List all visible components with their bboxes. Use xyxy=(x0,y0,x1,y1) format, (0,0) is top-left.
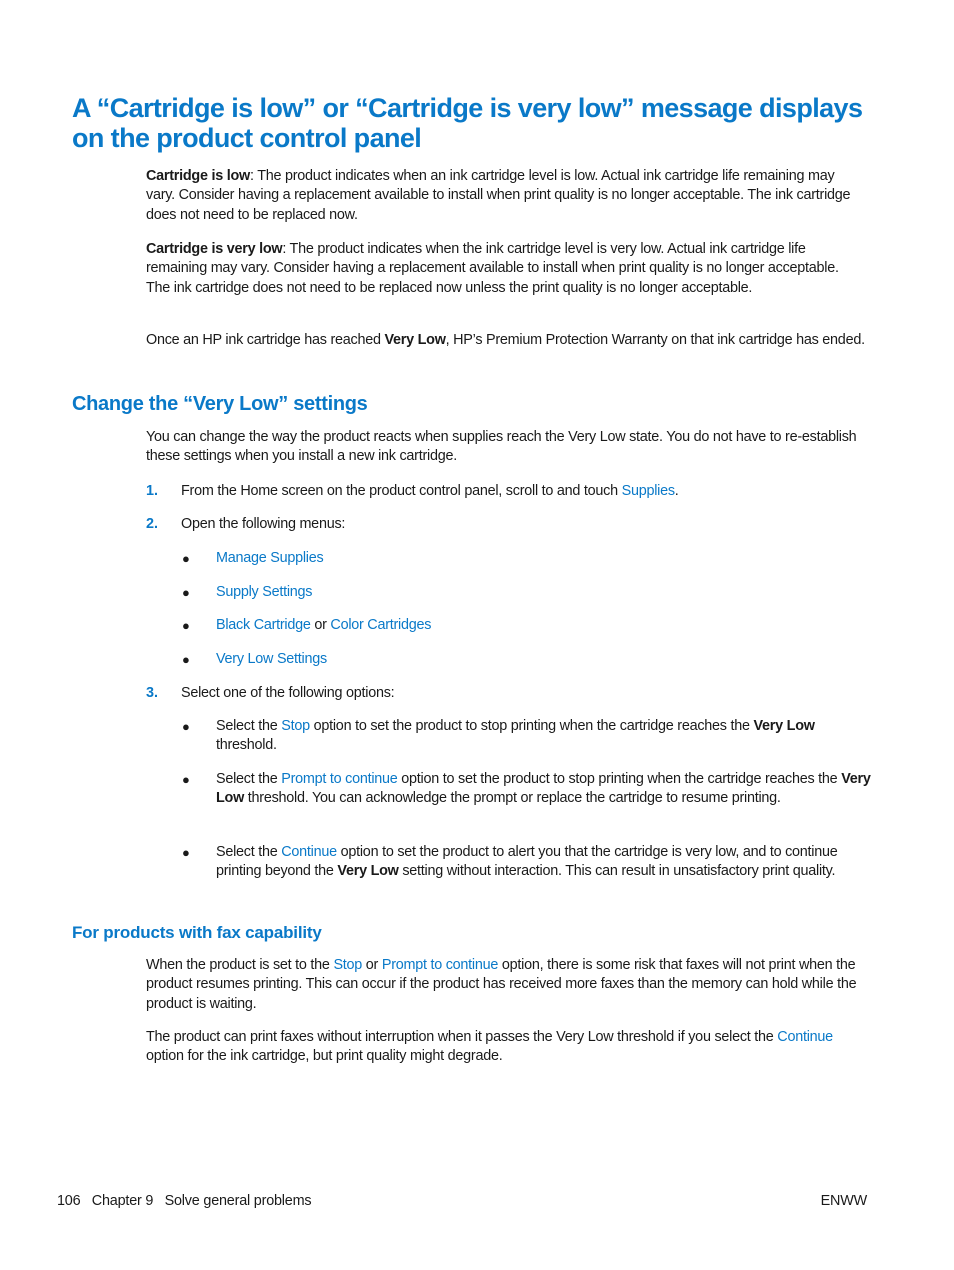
option-prompt-post: threshold. You can acknowledge the prompt or replace the cartridge to resume printing. xyxy=(244,790,781,807)
cartridge-very-low-text: : The product indicates when the ink cartridge level is very low. Actual ink cartridge life remaining may vary. Consider having a replacement available to install when print quality is no longer acceptable. The ink cartridge does not need to be replaced now unless the print quality is no longer acceptable. xyxy=(146,241,839,296)
step-1-pre: From the Home screen on the product control panel, scroll to and touch xyxy=(181,483,622,499)
menu-item-supply-settings xyxy=(216,583,872,602)
option-prompt-to-continue xyxy=(216,770,872,809)
option-prompt-mid: option to set the product to stop printing when the cartridge reaches the xyxy=(397,771,842,787)
warranty-text-post: , HP’s Premium Protection Warranty on that ink cartridge has ended. xyxy=(445,332,865,348)
fax-p1-or: or xyxy=(362,957,382,973)
bullet-icon: ● xyxy=(182,618,190,633)
option-stop xyxy=(216,717,872,756)
step-1-number: 1. xyxy=(146,483,159,499)
option-continue xyxy=(216,843,872,882)
bullet-icon: ● xyxy=(182,845,190,860)
supply-settings-link[interactable]: Supply Settings xyxy=(216,584,313,600)
option-continue-post: setting without interaction. This can result in unsatisfactory print quality. xyxy=(398,863,836,880)
bullet-icon: ● xyxy=(182,551,190,566)
or-text: or xyxy=(310,617,331,633)
fax-p2-pre: The product can print faxes without interruption when it passes the Very Low threshold if you select the xyxy=(146,1029,778,1045)
option-prompt-bold: Very Low xyxy=(216,771,871,807)
warranty-paragraph xyxy=(146,331,866,350)
footer-enww: ENWW xyxy=(820,1193,867,1209)
option-continue-mid: option to set the product to alert you that the cartridge is very low, and to continue printing beyond the xyxy=(216,844,838,880)
option-continue-pre: Select the xyxy=(216,844,282,860)
step-3-number: 3. xyxy=(146,685,159,701)
fax-paragraph-1 xyxy=(146,956,866,1014)
color-cartridges-link[interactable]: Color Cartridges xyxy=(330,617,432,633)
very-low-settings-link[interactable]: Very Low Settings xyxy=(216,651,327,667)
option-stop-bold: Very Low xyxy=(753,718,815,734)
fax-prompt-to-continue-link[interactable]: Prompt to continue xyxy=(381,957,499,973)
warranty-bold: Very Low xyxy=(384,332,446,348)
continue-link[interactable]: Continue xyxy=(281,844,337,860)
fax-paragraph-2 xyxy=(146,1028,866,1067)
menu-item-very-low-settings xyxy=(216,650,872,669)
page-title: A “Cartridge is low” or “Cartridge is very low” message displays on the product control panel xyxy=(72,93,863,153)
step-1-text xyxy=(181,482,871,501)
footer-page-info: 106 Chapter 9 Solve general problems xyxy=(57,1193,312,1209)
step-1-post: . xyxy=(674,483,679,499)
fax-stop-link[interactable]: Stop xyxy=(333,957,363,973)
fax-p1-pre: When the product is set to the xyxy=(146,957,334,973)
cartridge-very-low-paragraph xyxy=(146,240,866,298)
option-stop-pre: Select the xyxy=(216,718,282,734)
cartridge-low-term: Cartridge is low xyxy=(146,168,250,184)
bullet-icon: ● xyxy=(182,772,190,787)
fax-heading: For products with fax capability xyxy=(72,923,322,942)
step-3-text: Select one of the following options: xyxy=(181,685,395,701)
bullet-icon: ● xyxy=(182,652,190,667)
fax-p1-post: option, there is some risk that faxes will not print when the product resumes printing. This can occur if the product has received more faxes than the memory can hold while the product is waiting. xyxy=(146,957,857,1012)
warranty-text-pre: Once an HP ink cartridge has reached xyxy=(146,332,385,348)
prompt-to-continue-link[interactable]: Prompt to continue xyxy=(281,771,398,787)
cartridge-very-low-term: Cartridge is very low xyxy=(146,241,283,257)
manage-supplies-link[interactable]: Manage Supplies xyxy=(216,550,324,566)
option-stop-post: threshold. xyxy=(216,737,277,754)
menu-item-manage-supplies xyxy=(216,549,872,568)
option-continue-bold: Very Low xyxy=(337,863,399,880)
step-2-text: Open the following menus: xyxy=(181,516,346,532)
section-intro-paragraph: You can change the way the product reacts when supplies reach the Very Low state. You do not have to re-establish these settings when you install a new ink cartridge. xyxy=(146,429,857,465)
option-prompt-pre: Select the xyxy=(216,771,282,787)
supplies-link[interactable]: Supplies xyxy=(621,483,675,499)
option-stop-mid: option to set the product to stop printing when the cartridge reaches the xyxy=(309,718,754,734)
menu-item-cartridge-choice xyxy=(216,616,872,635)
fax-p2-post: option for the ink cartridge, but print quality might degrade. xyxy=(146,1048,503,1065)
stop-link[interactable]: Stop xyxy=(281,718,310,734)
black-cartridge-link[interactable]: Black Cartridge xyxy=(216,617,311,633)
cartridge-low-paragraph xyxy=(146,167,866,225)
bullet-icon: ● xyxy=(182,719,190,734)
cartridge-low-text: : The product indicates when an ink cartridge level is low. Actual ink cartridge life remaining may vary. Consider having a replacement available to install when print quality is no longer acceptable. The ink cartridge does not need to be replaced now. xyxy=(146,168,851,223)
fax-continue-link[interactable]: Continue xyxy=(777,1029,833,1045)
step-2-number: 2. xyxy=(146,516,159,532)
section-heading-very-low-settings: Change the “Very Low” settings xyxy=(72,393,368,415)
bullet-icon: ● xyxy=(182,585,190,600)
